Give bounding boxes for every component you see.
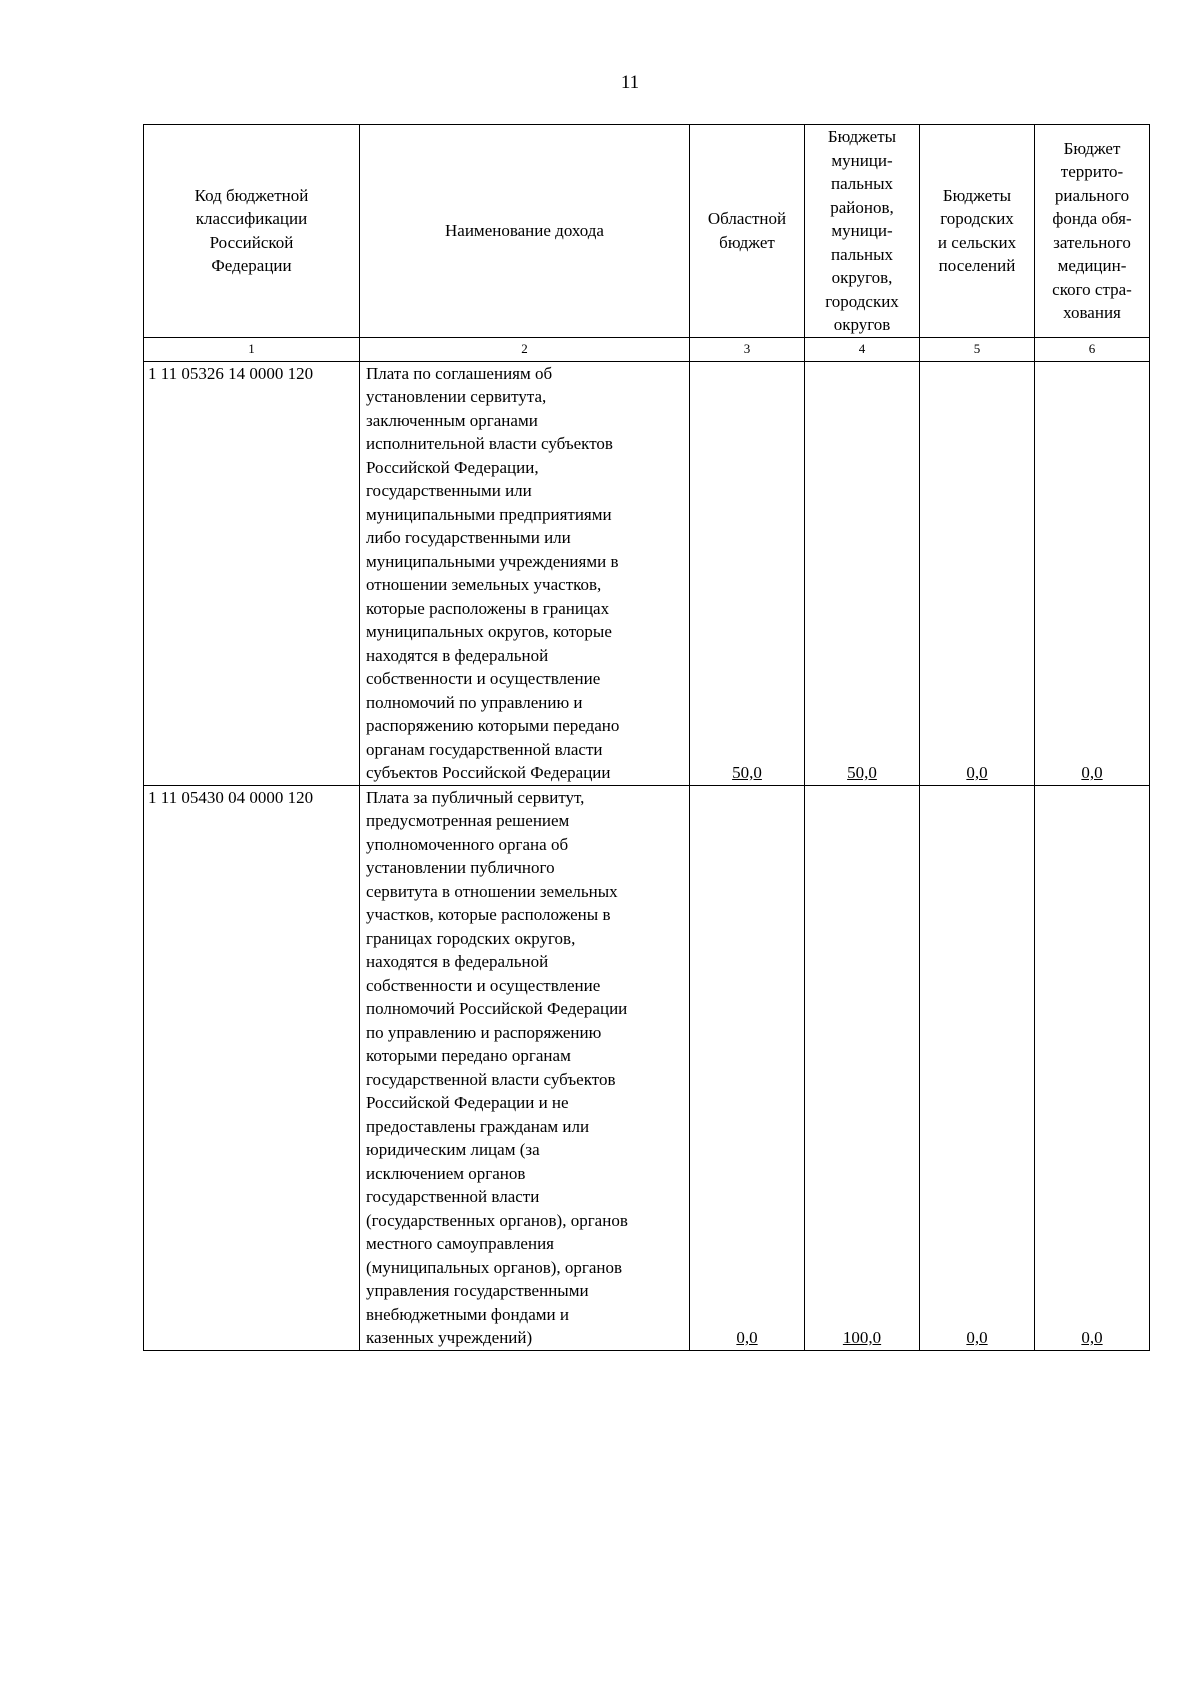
revenue-name-line: уполномоченного органа об [366, 834, 569, 854]
header-municipal-budgets [805, 125, 920, 338]
header-line: Федерации [211, 256, 292, 276]
revenue-name-line: которые расположены в границах [366, 598, 610, 618]
revenue-name-line: полномочий по управлению и [366, 692, 583, 712]
amount-value: 0,0 [736, 1328, 758, 1347]
column-number-row [144, 337, 1150, 361]
revenue-name-line: границах городских округов, [366, 928, 576, 948]
header-line: Бюджеты [942, 185, 1012, 205]
revenue-name-line: исключением органов [366, 1163, 526, 1183]
amount-cell [690, 361, 805, 785]
header-line: ского стра- [1052, 279, 1132, 299]
header-line: зательного [1053, 232, 1131, 252]
revenue-name-line: местного самоуправления [366, 1234, 554, 1253]
header-revenue-name [360, 125, 690, 338]
header-line: медицин- [1057, 256, 1127, 276]
revenue-name-line: Российской Федерации и не [366, 1093, 569, 1112]
revenue-name-line: внебюджетными фондами и [366, 1304, 569, 1324]
revenue-name-line: находятся в федеральной [366, 952, 549, 971]
revenue-name-line: муниципальными предприятиями [366, 504, 612, 524]
header-line: Бюджеты [827, 127, 897, 146]
header-line: Наименование дохода [445, 221, 604, 240]
column-number: 1 [144, 337, 360, 361]
header-medical-insurance-fund [1035, 125, 1150, 338]
revenue-name-line: по управлению и распоряжению [366, 1022, 602, 1042]
revenue-name-cell [360, 785, 690, 1350]
revenue-name-line: (муниципальных органов), органов [366, 1257, 623, 1277]
revenue-name-line: субъектов Российской Федерации [366, 763, 611, 782]
revenue-name-line: (государственных органов), органов [366, 1210, 628, 1230]
amount-value: 50,0 [732, 763, 762, 782]
header-budget-code [144, 125, 360, 338]
revenue-name-line: сервитута в отношении земельных [366, 881, 618, 901]
budget-code-cell: 1 11 05326 14 0000 120 [144, 361, 360, 785]
revenue-name-line: заключенным органами [366, 410, 538, 430]
column-number: 3 [690, 337, 805, 361]
amount-cell [805, 361, 920, 785]
header-line: городских [940, 209, 1014, 229]
header-line: Бюджет [1063, 138, 1121, 158]
revenue-name-line: казенных учреждений) [366, 1328, 533, 1347]
amount-value: 100,0 [842, 1328, 882, 1347]
header-line: хования [1063, 303, 1121, 323]
revenue-name-line: распоряжению которыми передано [366, 716, 620, 735]
table-body [144, 361, 1150, 1350]
revenue-name-line: Российской Федерации, [366, 457, 539, 477]
amount-cell [805, 785, 920, 1350]
amount-cell [1035, 361, 1150, 785]
revenue-name-line: Плата по соглашениям об [366, 363, 553, 383]
header-line: поселений [938, 256, 1016, 276]
revenue-name-line: государственной власти субъектов [366, 1069, 616, 1089]
revenue-name-line: муниципальными учреждениями в [366, 551, 619, 571]
header-line: классификации [195, 209, 308, 229]
header-line: Российской [209, 232, 294, 252]
amount-value: 50,0 [847, 763, 877, 782]
header-line: фонда обя- [1052, 209, 1132, 229]
header-line: и сельских [937, 232, 1017, 252]
column-number: 6 [1035, 337, 1150, 361]
revenue-name-line: собственности и осуществление [366, 975, 601, 995]
revenue-name-line: органам государственной власти [366, 739, 603, 759]
revenue-name-line: государственной власти [366, 1187, 540, 1206]
revenue-name-line: либо государственными или [366, 528, 571, 547]
page-number: 11 [620, 72, 640, 93]
revenue-name-line: отношении земельных участков, [366, 575, 602, 594]
column-number: 2 [360, 337, 690, 361]
revenue-name-line: юридическим лицам (за [366, 1140, 540, 1159]
revenue-table [143, 124, 1150, 1351]
column-number: 4 [805, 337, 920, 361]
budget-code-cell: 1 11 05430 04 0000 120 [144, 785, 360, 1350]
header-line: Код бюджетной [194, 185, 309, 205]
amount-value: 0,0 [966, 1328, 988, 1347]
column-number: 5 [920, 337, 1035, 361]
revenue-name-line: установлении публичного [366, 858, 555, 877]
header-line: Областной [707, 209, 787, 229]
header-settlement-budgets [920, 125, 1035, 338]
header-line: округов, [831, 268, 893, 287]
amount-cell [920, 785, 1035, 1350]
revenue-name-line: установлении сервитута, [366, 387, 547, 406]
revenue-name-line: полномочий Российской Федерации [366, 999, 628, 1018]
amount-value: 0,0 [966, 763, 988, 782]
revenue-name-line: муниципальных округов, которые [366, 622, 612, 641]
header-line: муници- [831, 150, 893, 170]
revenue-name-cell [360, 361, 690, 785]
header-line: риального [1054, 185, 1130, 205]
header-line: пальных [830, 174, 894, 193]
revenue-name-line: управления государственными [366, 1281, 589, 1300]
revenue-name-line: предоставлены гражданам или [366, 1116, 590, 1136]
revenue-name-line: которыми передано органам [366, 1046, 571, 1065]
amount-cell [1035, 785, 1150, 1350]
header-line: районов, [830, 197, 894, 217]
header-line: округов [833, 315, 891, 334]
revenue-name-line: государственными или [366, 481, 532, 500]
amount-value: 0,0 [1081, 1328, 1103, 1347]
table-row [144, 361, 1150, 785]
revenue-name-line: собственности и осуществление [366, 669, 601, 688]
header-line: муници- [831, 221, 893, 240]
revenue-name-line: Плата за публичный сервитут, [366, 787, 585, 807]
header-line: террито- [1060, 162, 1124, 182]
header-regional-budget [690, 125, 805, 338]
revenue-name-line: исполнительной власти субъектов [366, 434, 613, 453]
amount-cell [920, 361, 1035, 785]
revenue-name-line: находятся в федеральной [366, 645, 549, 665]
header-line: бюджет [719, 232, 775, 252]
amount-cell [690, 785, 805, 1350]
amount-value: 0,0 [1081, 763, 1103, 782]
table-row [144, 785, 1150, 1350]
revenue-name-line: предусмотренная решением [366, 811, 570, 830]
header-line: городских [825, 291, 899, 311]
table-header-row [144, 125, 1150, 338]
header-line: пальных [830, 244, 894, 264]
revenue-name-line: участков, которые расположены в [366, 905, 611, 924]
